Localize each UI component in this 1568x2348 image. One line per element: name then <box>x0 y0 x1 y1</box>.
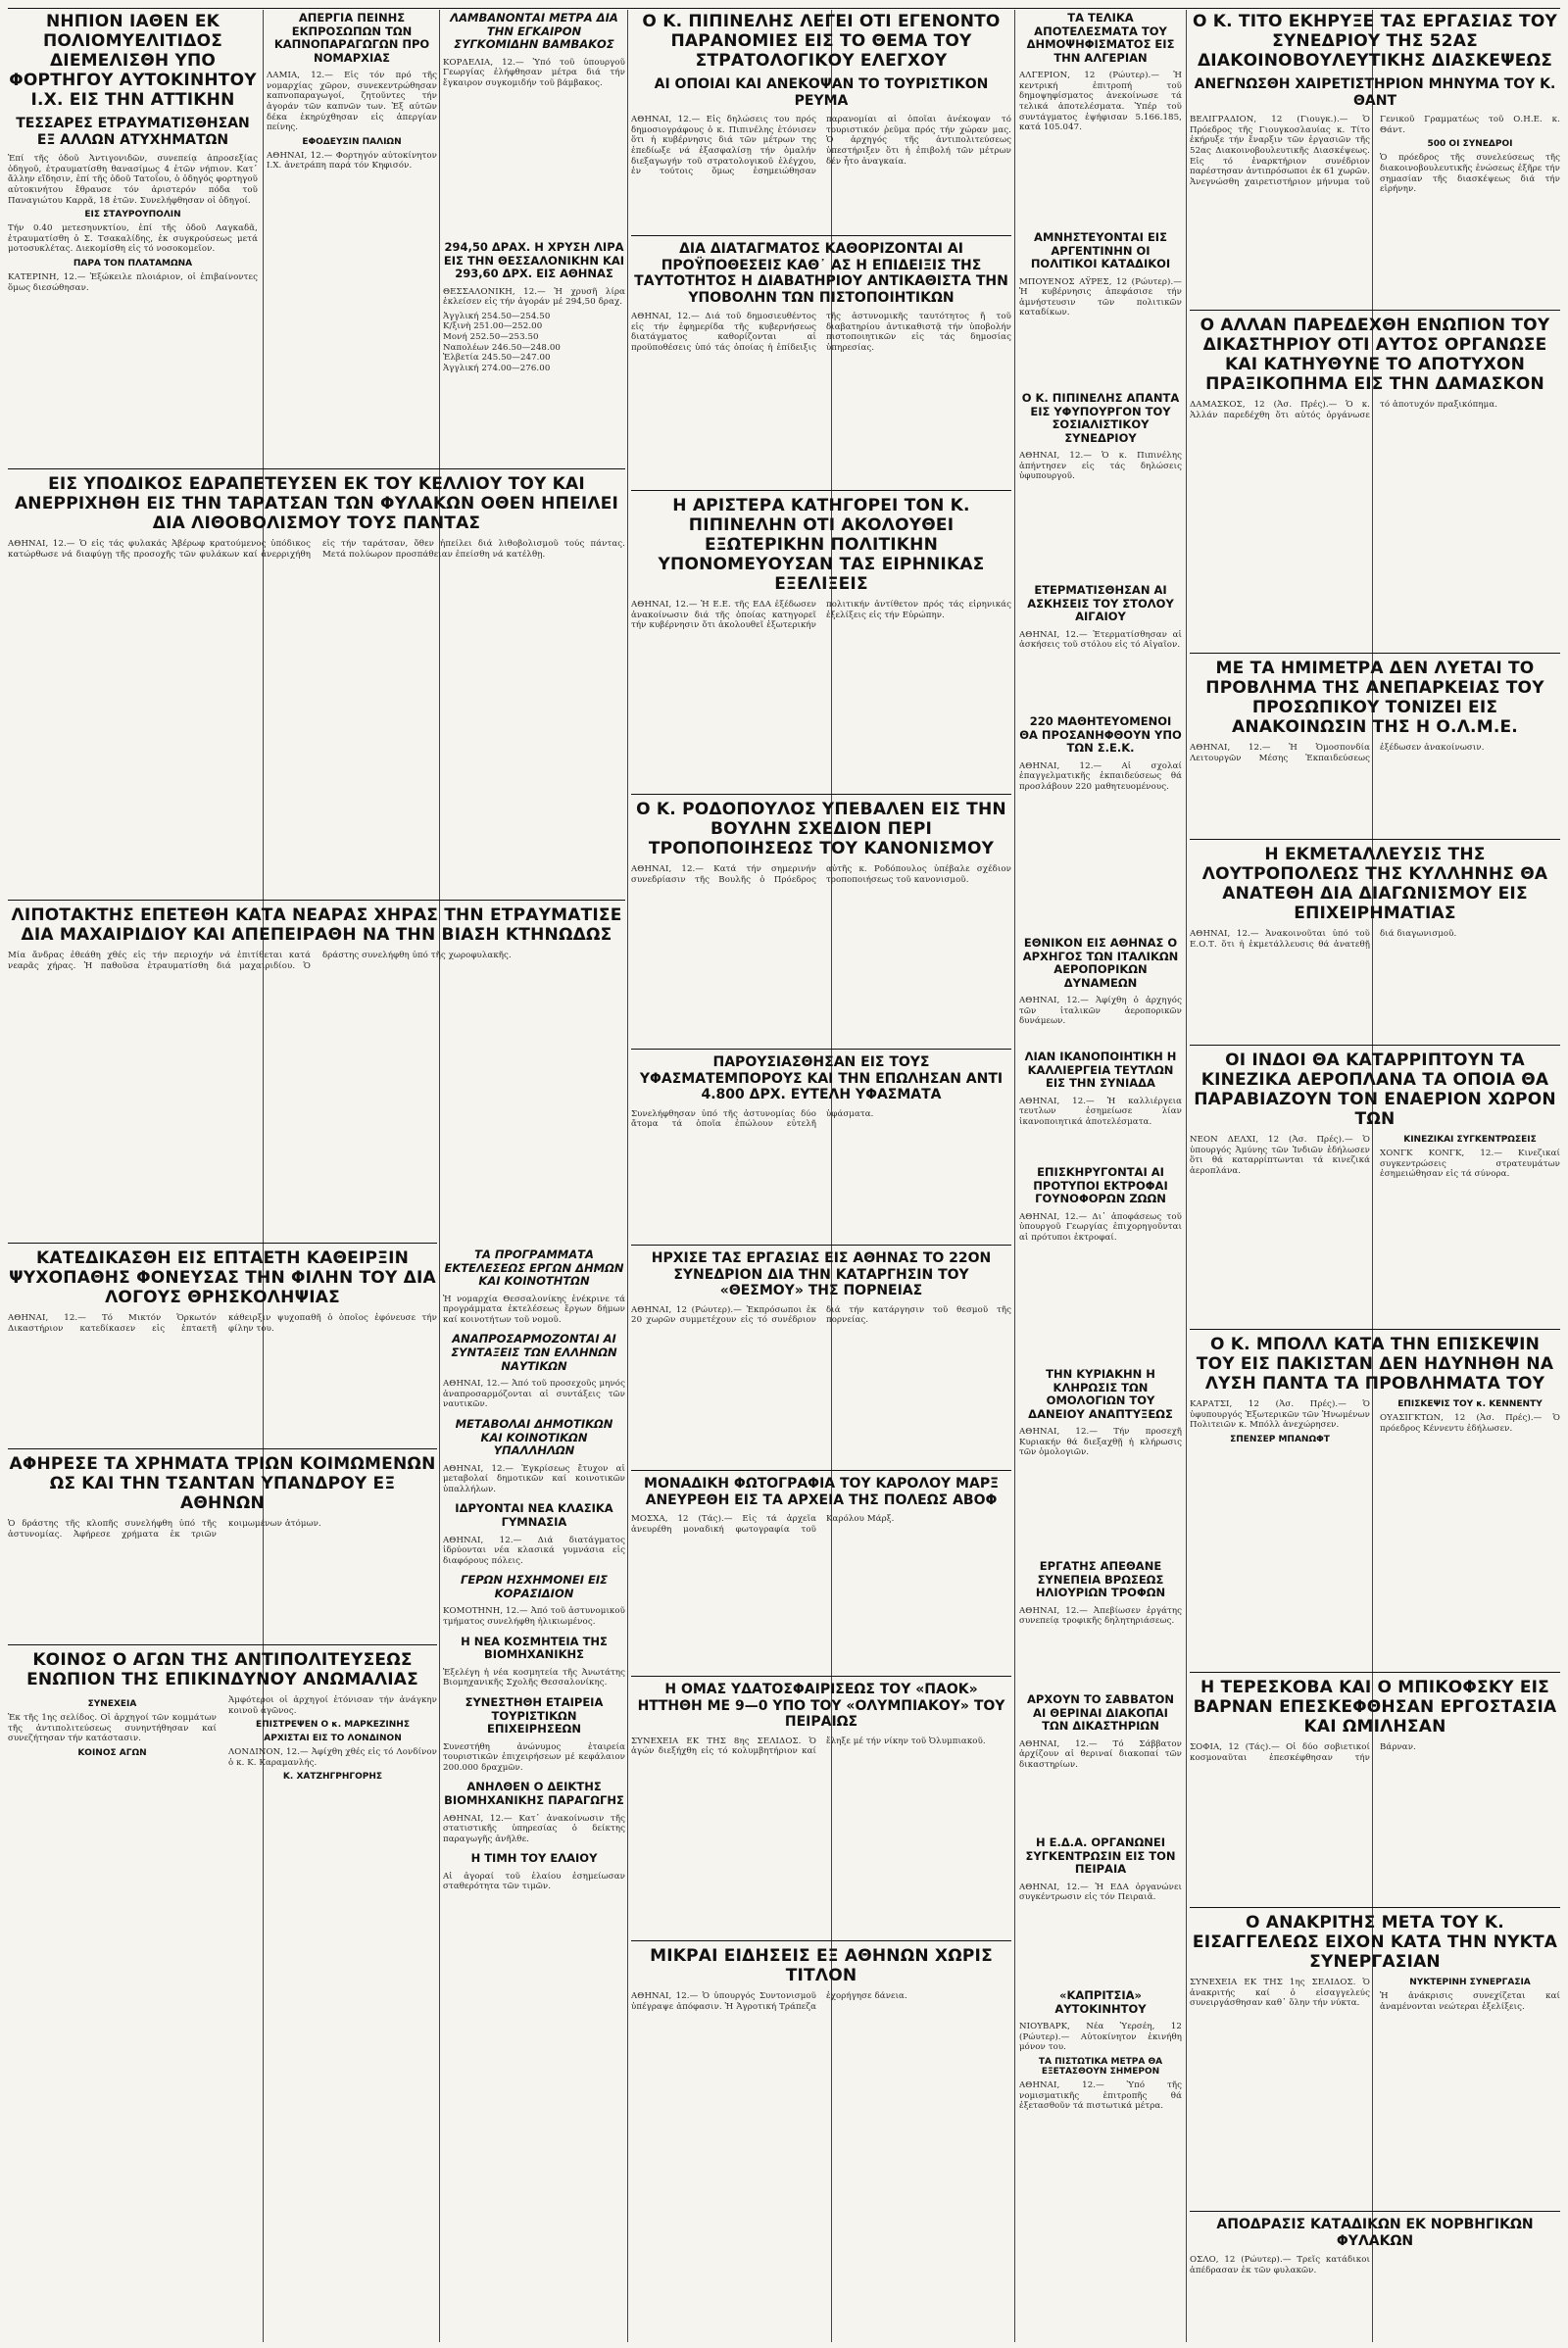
article <box>1019 1368 1182 1554</box>
headline: Ο Κ. ΜΠΟΛΛ ΚΑΤΑ ΤΗΝ ΕΠΙΣΚΕΨΙΝ ΤΟΥ ΕΙΣ ΠΑΚΙΣΤΑΝ ΔΕΝ ΗΔΥΝΗΘΗ ΝΑ ΛΥΣΗ ΠΑΝΤΑ ΤΑ ΠΡΟΒΛΗΜΑΤΑ ΤΟΥ <box>1196 1335 1554 1394</box>
headline: ΕΙΣ ΥΠΟΔΙΚΟΣ ΕΔΡΑΠΕΤΕΥΣΕΝ ΕΚ ΤΟΥ ΚΕΛΛΙΟΥ ΤΟΥ ΚΑΙ ΑΝΕΡΡΙΧΗΘΗ ΕΙΣ ΤΗΝ ΤΑΡΑΤΣΑΝ ΤΩΝ ΦΥΛΑΚΩΝ ΟΘΕΝ ΗΠΕΙΛΕΙ ΔΙΑ ΛΙΘΟΒΟΛΙΣΜΟΥ ΤΟΥΣ ΠΑΝΤΑΣ <box>14 474 619 534</box>
headline: Η ΕΚΜΕΤΑΛΛΕΥΣΙΣ ΤΗΣ ΛΟΥΤΡΟΠΟΛΕΩΣ ΤΗΣ ΚΥΛΛΗΝΗΣ ΘΑ ΑΝΑΤΕΘΗ ΔΙΑ ΔΙΑΓΩΝΙΣΜΟΥ ΕΙΣ ΕΠΙΧΕΙΡΗΜΑΤΙΑΣ <box>1201 845 1548 924</box>
article <box>631 1250 1011 1466</box>
article-body: ΑΘΗΝΑΙ, 12.— Ἡ Ὁμοσπονδία Λειτουργῶν Μέσης Ἐκπαιδεύσεως ἐξέδωσεν ἀνακοίνωσιν. <box>1190 743 1485 763</box>
divider <box>631 490 1011 491</box>
article <box>267 12 437 463</box>
headline: ΛΑΜΒΑΝΟΝΤΑΙ ΜΕΤΡΑ ΔΙΑ ΤΗΝ ΕΓΚΑΙΡΟΝ ΣΥΓΚΟΜΙΔΗΝ ΒΑΜΒΑΚΟΣ <box>450 12 618 52</box>
article <box>631 1054 1011 1241</box>
headline: Η ΟΜΑΣ ΥΔΑΤΟΣΦΑΙΡΙΣΕΩΣ ΤΟΥ «ΠΑΟΚ» ΗΤΤΗΘΗ ΜΕ 9—0 ΥΠΟ ΤΟΥ «ΟΛΥΜΠΙΑΚΟΥ» ΤΟΥ ΠΕΙΡΑΙΩΣ <box>637 1682 1005 1731</box>
rate-label: Κ/ξινὴ <box>443 321 471 332</box>
article <box>443 12 625 237</box>
article-body: ΝΙΟΥΒΑΡΚ, Νέα Ὑερσέη, 12 (Ρώυτερ).— Αὐτοκίνητον ἐκινήθη μόνον του. <box>1019 2022 1182 2053</box>
article-body: ΑΘΗΝΑΙ, 12 (Ρώυτερ).— Ἐκπρόσωποι ἐκ 20 χωρῶν συμμετέχουν εἰς τό συνέδριον διά τήν κατάργησιν τοῦ θεσμοῦ τῆς πορνείας. <box>631 1304 1011 1326</box>
headline: ΓΕΡΩΝ ΗΣΧΗΜΟΝΕΙ ΕΙΣ ΚΟΡΑΣΙΔΙΟΝ <box>461 1573 608 1600</box>
rate-row <box>443 343 625 354</box>
headline: ΤΗΝ ΚΥΡΙΑΚΗΝ Η ΚΛΗΡΩΣΙΣ ΤΩΝ ΟΜΟΛΟΓΙΩΝ ΤΟΥ ΔΑΝΕΙΟΥ ΑΝΑΠΤΥΞΕΩΣ <box>1028 1368 1173 1421</box>
headline: ΟΙ ΙΝΔΟΙ ΘΑ ΚΑΤΑΡΡΙΠΤΟΥΝ ΤΑ ΚΙΝΕΖΙΚΑ ΑΕΡΟΠΛΑΝΑ ΤΑ ΟΠΟΙΑ ΘΑ ΠΑΡΑΒΙΑΖΟΥΝ ΤΟΝ ΕΝΑΕΡΙΟΝ ΧΩΡΟΝ ΤΩΝ <box>1194 1051 1556 1130</box>
article <box>631 496 1011 790</box>
divider <box>1190 1045 1560 1046</box>
article <box>631 12 1011 232</box>
article <box>1190 12 1560 306</box>
headline: ΚΟΙΝΟΣ Ο ΑΓΩΝ ΤΗΣ ΑΝΤΙΠΟΛΙΤΕΥΣΕΩΣ ΕΝΩΠΙΟΝ ΤΗΣ ΕΠΙΚΙΝΔΥΝΟΥ ΑΝΩΜΑΛΙΑΣ <box>26 1650 418 1690</box>
divider <box>8 900 625 901</box>
headline: «ΚΑΠΡΙΤΣΙΑ» ΑΥΤΟΚΙΝΗΤΟΥ <box>1054 1989 1147 2016</box>
headline: ΤΑ ΠΡΟΓΡΑΜΜΑΤΑ ΕΚΤΕΛΕΣΕΩΣ ΕΡΓΩΝ ΔΗΜΩΝ ΚΑΙ ΚΟΙΝΟΤΗΤΩΝ <box>444 1248 624 1289</box>
article-body: Ὁ δράστης τῆς κλοπῆς συνελήφθη ὑπό τῆς ἀστυνομίας. Ἀφήρεσε χρήματα ἐκ τριῶν κοιμωμένων ἀτόμων. <box>8 1519 321 1540</box>
article <box>8 474 625 896</box>
article-body: ΑΘΗΝΑΙ, 12.— Ἐτερματίσθησαν αἱ ἀσκήσεις τοῦ στόλου εἰς τό Αἰγαῖον. <box>1019 629 1182 651</box>
article <box>8 1248 437 1444</box>
rate-value: 252.50—253.50 <box>469 332 539 343</box>
rate-row <box>443 321 625 332</box>
article-body: ΑΘΗΝΑΙ, 12.— Ἀπό τοῦ προσεχοῦς μηνός ἀναπροσαρμόζονται αἱ συντάξεις τῶν ναυτικῶν. <box>443 1379 625 1410</box>
article-body: ΑΘΗΝΑΙ, 12.— Εἰς δηλώσεις του πρός δημοσιογράφους ὁ κ. Πιπινέλης ἐτόνισεν ὅτι ἡ κυβέρνησις διά τῶν μέτρων της ἐπεδίωξε νά ἐξασφαλίσῃ τήν ὁμαλήν διεξαγωγήν τοῦ στρατολογικοῦ ἐλέγχου, ἐν τούτοις ὅμως ἐσημειώθησαν παρανομίαι αἱ ὁποῖαι ἀνέκοψαν τό τουριστικόν ῥεῦμα πρός τήν χώραν μας. Ὁ ἀρχηγός τῆς ἀντιπολιτεύσεως ὑπεστήριξεν ὅτι ἡ ἐπιβολή τῶν μέτρων δέν ἦτο ἀναγκαία. <box>631 115 1011 177</box>
article <box>1190 2217 1560 2338</box>
article-body: ΑΛΓΕΡΙΟΝ, 12 (Ρώυτερ).— Ἡ κεντρική ἐπιτροπή τοῦ δημοψηφίσματος ἀνεκοίνωσε τά τελικά ἀποτελέσματα. Ὑπέρ τοῦ συντάγματος ἐψήφισαν 5.166.185, κατά 105.047. <box>1019 71 1182 133</box>
article-body: ΛΑΜΙΑ, 12.— Εἰς τόν πρό τῆς νομαρχίας χῶρον, συνεκεντρώθησαν καπνοπαραγωγοί, ζητοῦντες τήν ἀγοράν τῶν καπνῶν των. Ἐξ αὐτῶν δέκα ἐκηρύχθησαν εἰς ἀπεργίαν πείνης. <box>267 71 437 133</box>
headline: ΜΕΤΑΒΟΛΑΙ ΔΗΜΟΤΙΚΩΝ ΚΑΙ ΚΟΙΝΟΤΙΚΩΝ ΥΠΑΛΛΗΛΩΝ <box>455 1416 613 1458</box>
article-body: ΣΥΝΕΧΕΙΑ ΕΚ ΤΗΣ 1ης ΣΕΛΙΔΟΣ. Ὁ ἀνακριτής καί ὁ εἰσαγγελεύς συνειργάσθησαν καθ᾿ ὅλην τήν νύκτα. <box>1190 1978 1370 2009</box>
column-rule <box>1186 10 1187 2342</box>
article <box>1190 845 1560 1041</box>
headline: ΣΥΝΕΣΤΗΘΗ ΕΤΑΙΡΕΙΑ ΤΟΥΡΙΣΤΙΚΩΝ ΕΠΙΧΕΙΡΗΣΕΩΝ <box>465 1694 604 1737</box>
rate-value: 246.50—248.00 <box>491 342 561 353</box>
article-body: ΑΘΗΝΑΙ, 12.— Ὁ ὑπουργός Συντονισμοῦ ὑπέγραψε ἀπόφασιν. Ἡ Ἀγροτική Τράπεζα ἐχορήγησε δάνεια. <box>631 1991 907 2012</box>
section-heading: ΕΠΙΣΤΡΕΨΕΝ Ο κ. ΜΑΡΚΕΖΙΝΗΣ <box>256 1720 410 1731</box>
article <box>1190 1051 1560 1325</box>
headline: ΙΔΡΥΟΝΤΑΙ ΝΕΑ ΚΛΑΣΙΚΑ ΓΥΜΝΑΣΙΑ <box>455 1501 613 1529</box>
article <box>1019 392 1182 578</box>
rate-row <box>443 364 625 374</box>
headline: ΕΘΝΙΚΟΝ ΕΙΣ ΑΘΗΝΑΣ Ο ΑΡΧΗΓΟΣ ΤΩΝ ΙΤΑΛΙΚΩΝ ΑΕΡΟΠΟΡΙΚΩΝ ΔΥΝΑΜΕΩΝ <box>1022 937 1179 990</box>
article-body: ΔΑΜΑΣΚΟΣ, 12 (Ἀσ. Πρές).— Ὁ κ. Ἀλλάν παρεδέχθη ὅτι αὐτός ὀργάνωσε τό ἀποτυχόν πραξικόπημα. <box>1190 400 1498 420</box>
section-heading: ΕΦΟΔΕΥΣΙΝ ΠΑΛΙΩΝ <box>302 136 402 147</box>
rate-label: Ἀγγλική <box>443 363 479 373</box>
divider <box>631 1245 1011 1246</box>
subheadline: ΤΕΣΣΑΡΕΣ ΕΤΡΑΥΜΑΤΙΣΘΗΣΑΝ ΕΞ ΑΛΛΩΝ ΑΤΥΧΗΜΑΤΩΝ <box>16 116 250 148</box>
signature: ΣΠΕΝΣΕΡ ΜΠΑΝΩΦΤ <box>1230 1434 1330 1444</box>
article-body: ΑΘΗΝΑΙ, 12.— Δι᾿ ἀποφάσεως τοῦ ὑπουργοῦ Γεωργίας ἐπιχορηγοῦνται αἱ πρότυποι ἐκτροφαί. <box>1019 1211 1182 1243</box>
article <box>8 1454 437 1640</box>
article-body: ΟΣΛΟ, 12 (Ρώυτερ).— Τρεῖς κατάδικοι ἀπέδρασαν ἐκ τῶν φυλακῶν. <box>1190 2255 1370 2275</box>
divider <box>631 1940 1011 1941</box>
section-heading: ΠΑΡΑ ΤΟΝ ΠΛΑΤΑΜΩΝΑ <box>73 259 193 269</box>
section-heading: ΕΙΣ ΣΤΑΥΡΟΥΠΟΛΙΝ <box>84 210 181 220</box>
divider <box>8 468 625 469</box>
divider <box>8 1243 437 1244</box>
headline: ΑΝΗΛΘΕΝ Ο ΔΕΙΚΤΗΣ ΒΙΟΜΗΧΑΝΙΚΗΣ ΠΑΡΑΓΩΓΗΣ <box>444 1780 624 1807</box>
article-body: ΝΕΟΝ ΔΕΛΧΙ, 12 (Ἀσ. Πρές).— Ὁ ὑπουργός Ἀμύνης τῶν Ἰνδιῶν ἐδήλωσεν ὅτι θά καταρρίπτωνται τά κινεζικά ἀεροπλάνα. <box>1190 1135 1370 1176</box>
rate-row <box>443 312 625 322</box>
divider <box>631 235 1011 236</box>
section-heading: ΤΑ ΠΙΣΤΩΤΙΚΑ ΜΕΤΡΑ ΘΑ ΕΞΕΤΑΣΘΟΥΝ ΣΗΜΕΡΟΝ <box>1038 2056 1163 2077</box>
article-body: ΛΟΝΔΙΝΟΝ, 12.— Ἀφίχθη χθές εἰς τό Λονδίνον ὁ κ. Κ. Καραμανλής. <box>228 1747 437 1768</box>
headline: ΑΝΑΠΡΟΣΑΡΜΟΖΟΝΤΑΙ ΑΙ ΣΥΝΤΑΞΕΙΣ ΤΩΝ ΕΛΛΗΝΩΝ ΝΑΥΤΙΚΩΝ <box>451 1332 617 1373</box>
article-body: ΑΘΗΝΑΙ, 12.— Ἀφίχθη ὁ ἀρχηγός τῶν ἰταλικῶν ἀεροπορικῶν δυνάμεων. <box>1019 996 1182 1027</box>
headline: ΠΑΡΟΥΣΙΑΣΘΗΣΑΝ ΕΙΣ ΤΟΥΣ ΥΦΑΣΜΑΤΕΜΠΟΡΟΥΣ ΚΑΙ ΤΗΝ ΕΠΩΛΗΣΑΝ ΑΝΤΙ 4.800 ΔΡΧ. ΕΥΤΕΛΗ ΥΦΑΣΜΑΤΑ <box>639 1054 1004 1103</box>
article-body: ΟΥΑΣΙΓΚΤΩΝ, 12 (Ἀσ. Πρές).— Ὁ πρόεδρος Κέννεντυ ἐδήλωσεν. <box>1380 1413 1560 1434</box>
article-body: ΑΘΗΝΑΙ, 12.— Ὑπό τῆς νομισματικῆς ἐπιτροπῆς θά ἐξετασθοῦν τά πιστωτικά μέτρα. <box>1019 2079 1182 2112</box>
article <box>1019 1051 1182 1158</box>
signature: Κ. ΧΑΤΖΗΓΡΗΓΟΡΗΣ <box>282 1772 383 1783</box>
article-body: ΑΘΗΝΑΙ, 12.— Αἱ σχολαί ἐπαγγελματικῆς ἐκπαιδεύσεως θά προσλάβουν 220 μαθητευομένους. <box>1019 760 1182 792</box>
headline: Η ΤΕΡΕΣΚΟΒΑ ΚΑΙ Ο ΜΠΙΚΟΦΣΚΥ ΕΙΣ ΒΑΡΝΑΝ ΕΠΕΣΚΕΦΘΗΣΑΝ ΕΡΓΟΣΤΑΣΙΑ ΚΑΙ ΩΜΙΛΗΣΑΝ <box>1193 1678 1557 1737</box>
article <box>1190 1678 1560 1903</box>
rate-label: Ναπολέων <box>443 342 490 353</box>
headline: Η ΑΡΙΣΤΕΡΑ ΚΑΤΗΓΟΡΕΙ ΤΟΝ Κ. ΠΙΠΙΝΕΛΗΝ ΟΤΙ ΑΚΟΛΟΥΘΕΙ ΕΞΩΤΕΡΙΚΗΝ ΠΟΛΙΤΙΚΗΝ ΥΠΟΝΟΜΕΥΟΥΣΑΝ ΤΑΣ ΕΙΡΗΝΙΚΑΣ ΕΞΕΛΙΞΕΙΣ <box>658 496 985 595</box>
article <box>1190 316 1560 649</box>
headline: ΜΙΚΡΑΙ ΕΙΔΗΣΕΙΣ ΕΞ ΑΘΗΝΩΝ ΧΩΡΙΣ ΤΙΤΛΟΝ <box>650 1946 993 1986</box>
article <box>1019 584 1182 711</box>
article-body: ΑΘΗΝΑΙ, 12.— Ἐγκρίσεως ἔτυχον αἱ μεταβολαί δημοτικῶν καί κοινοτικῶν ὑπαλλήλων. <box>443 1463 625 1494</box>
article <box>8 12 258 463</box>
section-heading: ΚΙΝΕΖΙΚΑΙ ΣΥΓΚΕΝΤΡΩΣΕΙΣ <box>1403 1135 1537 1146</box>
headline: Η Ε.Δ.Α. ΟΡΓΑΝΩΝΕΙ ΣΥΓΚΕΝΤΡΩΣΙΝ ΕΙΣ ΤΟΝ ΠΕΙΡΑΙΑ <box>1025 1836 1176 1877</box>
headline: ΜΕ ΤΑ ΗΜΙΜΕΤΡΑ ΔΕΝ ΛΥΕΤΑΙ ΤΟ ΠΡΟΒΛΗΜΑ ΤΗΣ ΑΝΕΠΑΡΚΕΙΑΣ ΤΟΥ ΠΡΟΣΩΠΙΚΟΥ ΤΟΝΙΖΕΙ ΕΙΣ ΑΝΑΚΟΙΝΩΣΙΝ ΤΗΣ Η Ο.Λ.Μ.Ε. <box>1205 659 1544 738</box>
article-body: Ἐξελέγη ἡ νέα κοσμητεία τῆς Ἀνωτάτης Βιομηχανικῆς Σχολῆς Θεσσαλονίκης. <box>443 1667 625 1688</box>
subheadline: ΑΝΕΓΝΩΣΘΗ ΧΑΙΡΕΤΙΣΤΗΡΙΟΝ ΜΗΝΥΜΑ ΤΟΥ Κ. ΘΑΝΤ <box>1194 76 1556 109</box>
headline: ΑΠΕΡΓΙΑ ΠΕΙΝΗΣ ΕΚΠΡΟΣΩΠΩΝ ΤΩΝ ΚΑΠΝΟΠΑΡΑΓΩΓΩΝ ΠΡΟ ΝΟΜΑΡΧΙΑΣ <box>273 12 430 65</box>
article-body: Ἀμφότεροι οἱ ἀρχηγοί ἐτόνισαν τήν ἀνάγκην κοινοῦ ἀγῶνος. <box>228 1695 437 1716</box>
headline: ΑΠΟΔΡΑΣΙΣ ΚΑΤΑΔΙΚΩΝ ΕΚ ΝΟΡΒΗΓΙΚΩΝ ΦΥΛΑΚΩΝ <box>1216 2217 1534 2249</box>
divider <box>1190 310 1560 311</box>
headline: ΑΜΝΗΣΤΕΥΟΝΤΑΙ ΕΙΣ ΑΡΓΕΝΤΙΝΗΝ ΟΙ ΠΟΛΙΤΙΚΟΙ ΚΑΤΑΔΙΚΟΙ <box>1030 231 1171 271</box>
headline: ΗΡΧΙΣΕ ΤΑΣ ΕΡΓΑΣΙΑΣ ΕΙΣ ΑΘΗΝΑΣ ΤΟ 22ΟΝ ΣΥΝΕΔΡΙΟΝ ΔΙΑ ΤΗΝ ΚΑΤΑΡΓΗΣΙΝ ΤΟΥ «ΘΕΣΜΟΥ» ΤΗΣ ΠΟΡΝΕΙΑΣ <box>651 1250 992 1299</box>
headline: ΝΗΠΙΟΝ ΙΑΘΕΝ ΕΚ ΠΟΛΙΟΜΥΕΛΙΤΙΔΟΣ ΔΙΕΜΕΛΙΣΘΗ ΥΠΟ ΦΟΡΤΗΓΟΥ ΑΥΤΟΚΙΝΗΤΟΥ Ι.Χ. ΕΙΣ ΤΗΝ ΑΤΤΙΚΗΝ <box>9 12 257 111</box>
divider <box>1190 1672 1560 1673</box>
rate-value: 274.00—276.00 <box>481 363 551 373</box>
divider <box>8 1644 437 1645</box>
article <box>1019 715 1182 931</box>
rate-row <box>443 353 625 364</box>
article <box>1190 1913 1560 2207</box>
article <box>443 241 625 465</box>
article <box>631 1476 1011 1672</box>
rate-label: Ἑλβετία <box>443 353 479 364</box>
rate-label: Ἀγγλική <box>443 311 479 321</box>
article-body: ΑΘΗΝΑΙ, 12.— Τό Μικτόν Ὁρκωτόν Δικαστήριον κατεδίκασεν εἰς ἑπταετῆ κάθειρξιν ψυχοπαθῆ ὁ ὁποῖος ἐφόνευσε τήν φίλην του. <box>8 1313 437 1334</box>
top-rule <box>8 8 1560 9</box>
section-heading: ΝΥΚΤΕΡΙΝΗ ΣΥΝΕΡΓΑΣΙΑ <box>1409 1978 1531 1988</box>
article-body: ΑΘΗΝΑΙ, 12.— Ὁ εἰς τάς φυλακάς Ἀβέρωφ κρατούμενος ὑπόδικος κατώρθωσε νά διαφύγῃ τῆς προσοχῆς τῶν φυλάκων καί ἀνερριχήθη εἰς τήν ταράτσαν, ὅθεν ἠπείλει διά λιθοβολισμοῦ τούς πάντας. Μετά πολύωρον προσπάθειαν ἐπείσθη νά κατέλθῃ. <box>8 539 625 560</box>
divider <box>631 1470 1011 1471</box>
rate-label: Μονή <box>443 332 467 343</box>
divider <box>631 1676 1011 1677</box>
article-body: Συνεστήθη ἀνώνυμος ἑταιρεία τουριστικῶν ἐπιχειρήσεων μέ κεφάλαιον 200.000 δραχμῶν. <box>443 1741 625 1773</box>
articles-stack <box>443 1248 625 2336</box>
headline: ΑΡΧΟΥΝ ΤΟ ΣΑΒΒΑΤΟΝ ΑΙ ΘΕΡΙΝΑΙ ΔΙΑΚΟΠΑΙ ΤΩΝ ΔΙΚΑΣΤΗΡΙΩΝ <box>1027 1693 1174 1734</box>
headline: Ο Κ. ΠΙΠΙΝΕΛΗΣ ΛΕΓΕΙ ΟΤΙ ΕΓΕΝΟΝΤΟ ΠΑΡΑΝΟΜΙΕΣ ΕΙΣ ΤΟ ΘΕΜΑ ΤΟΥ ΣΤΡΑΤΟΛΟΓΙΚΟΥ ΕΛΕΓΧΟΥ <box>642 12 1001 72</box>
article-body: Ὁ πρόεδρος τῆς συνελεύσεως τῆς διακοινοβουλευτικῆς ἐνώσεως ἐξῆρε τήν σημασίαν τῆς διασκέψεως διά τήν εἰρήνην. <box>1380 153 1560 195</box>
article <box>1019 1989 1182 2338</box>
article-body: ΑΘΗΝΑΙ, 12.— Ἡ Ε.Ε. τῆς ΕΔΑ ἐξέδωσεν ἀνακοίνωσιν διά τῆς ὁποίας κατηγορεῖ τήν κυβέρνησιν ὅτι ἀκολουθεῖ ἐξωτερικήν πολιτικήν ἀντίθετον πρός τάς εἰρηνικάς ἐξελίξεις εἰς τήν Εὐρώπην. <box>631 600 1011 631</box>
article-body: ΑΘΗΝΑΙ, 12.— Κατά τήν σημερινήν συνεδρίασιν τῆς Βουλῆς ὁ Πρόεδρος αὐτῆς κ. Ροδόπουλος ὑπέβαλε σχέδιον τροποποιήσεως τοῦ κανονισμοῦ. <box>631 864 1011 885</box>
article-body: Ἐκ τῆς 1ης σελίδος. Οἱ ἀρχηγοί τῶν κομμάτων τῆς ἀντιπολιτεύσεως συνηντήθησαν καί συνεζήτησαν τήν κατάστασιν. <box>8 1713 217 1744</box>
headline: ΤΑ ΤΕΛΙΚΑ ΑΠΟΤΕΛΕΣΜΑΤΑ ΤΟΥ ΔΗΜΟΨΗΦΙΣΜΑΤΟΣ ΕΙΣ ΤΗΝ ΑΛΓΕΡΙΑΝ <box>1026 12 1175 65</box>
headline: ΛΙΑΝ ΙΚΑΝΟΠΟΙΗΤΙΚΗ Η ΚΑΛΛΙΕΡΓΕΙΑ ΤΕΥΤΛΩΝ ΕΙΣ ΤΗΝ ΣΥΝΙΑΔΑ <box>1024 1051 1177 1091</box>
headline: Ο Κ. ΠΙΠΙΝΕΛΗΣ ΑΠΑΝΤΑ ΕΙΣ ΥΦΥΠΟΥΡΓΟΝ ΤΟΥ ΣΟΣΙΑΛΙΣΤΙΚΟΥ ΣΥΝΕΔΡΙΟΥ <box>1021 392 1180 445</box>
headline: Ο ΑΝΑΚΡΙΤΗΣ ΜΕΤΑ ΤΟΥ Κ. ΕΙΣΑΓΓΕΛΕΩΣ ΕΙΧΟΝ ΚΑΤΑ ΤΗΝ ΝΥΚΤΑ ΣΥΝΕΡΓΑΣΙΑΝ <box>1192 1913 1558 1973</box>
article <box>1019 1166 1182 1362</box>
article-body: ΚΟΡΔΕΛΙΑ, 12.— Ὑπό τοῦ ὑπουργοῦ Γεωργίας ἐλήφθησαν μέτρα διά τήν ἔγκαιρον συγκομιδήν τοῦ βάμβακος. <box>443 57 625 88</box>
article-body: ΚΑΤΕΡΙΝΗ, 12.— Ἐξώκειλε πλοιάριον, οἱ ἐπιβαίνοντες ὅμως διεσώθησαν. <box>8 272 258 293</box>
rate-value: 254.50—254.50 <box>481 311 551 321</box>
column-rule <box>627 10 628 2342</box>
article-body: ΑΘΗΝΑΙ, 12.— Φορτηγόν αὐτοκίνητον Ι.Χ. ἀνετράπη παρά τόν Κηφισόν. <box>267 150 437 171</box>
divider <box>631 1049 1011 1050</box>
headline: 294,50 ΔΡΑΧ. Η ΧΡΥΣΗ ΛΙΡΑ ΕΙΣ ΤΗΝ ΘΕΣΣΑΛΟΝΙΚΗΝ ΚΑΙ 293,60 ΔΡΧ. ΕΙΣ ΑΘΗΝΑΣ <box>443 241 625 281</box>
article <box>1190 1335 1560 1668</box>
article-body: Τήν 0.40 μετεσηυνκτίου, ἐπί τῆς ὁδοῦ Λαγκαδᾶ, ἐτραυματίσθη ὁ Σ. Τσακαλίδης, ἐκ συγκρούσεως μετά μοτοσυκλέτας. Διεκομίσθη εἰς τό νοσοκομεῖον. <box>8 223 258 255</box>
subheadline: ΑΙ ΟΠΟΙΑΙ ΚΑΙ ΑΝΕΚΟΨΑΝ ΤΟ ΤΟΥΡΙΣΤΙΚΟΝ ΡΕΥΜΑ <box>654 76 989 109</box>
article-body: ΑΘΗΝΑΙ, 12.— Ἡ καλλιέργεια τευτλων ἐσημείωσε λίαν ἱκανοποιητικά ἀποτελέσματα. <box>1019 1096 1182 1127</box>
rates-table <box>443 312 625 374</box>
divider <box>8 1448 437 1449</box>
divider <box>1190 839 1560 840</box>
section-heading: 500 ΟΙ ΣΥΝΕΔΡΟΙ <box>1427 139 1513 150</box>
article <box>631 241 1011 486</box>
section-heading: ΕΠΙΣΚΕΨΙΣ ΤΟΥ κ. ΚΕΝΝΕΝΤΥ <box>1397 1399 1543 1410</box>
article <box>631 1946 1011 2338</box>
article-body: ΣΥΝΕΧΕΙΑ ΕΚ ΤΗΣ 8ης ΣΕΛΙΔΟΣ. Ὁ ἀγών διεξήχθη εἰς τό κολυμβητήριον καί ἔληξε μέ τήν νίκην τοῦ Ὀλυμπιακοῦ. <box>631 1736 986 1757</box>
section-heading: ΚΟΙΝΟΣ ΑΓΩΝ <box>77 1747 147 1758</box>
article <box>1190 659 1560 835</box>
article <box>1019 1836 1182 1983</box>
section-heading: ΑΡΧΙΣΤΑΙ ΕΙΣ ΤΟ ΛΟΝΔΙΝΟΝ <box>264 1734 402 1744</box>
divider <box>1190 653 1560 654</box>
article-body: ΑΘΗΝΑΙ, 12.— Ἀπεβίωσεν ἐργάτης συνεπείᾳ τροφικῆς δηλητηριάσεως. <box>1019 1605 1182 1627</box>
headline: ΔΙΑ ΔΙΑΤΑΓΜΑΤΟΣ ΚΑΘΟΡΙΖΟΝΤΑΙ ΑΙ ΠΡΟΫΠΟΘΕΣΕΙΣ ΚΑΘ᾿ ΑΣ Η ΕΠΙΔΕΙΞΙΣ ΤΗΣ ΤΑΥΤΟΤΗΤΟΣ Η ΔΙΑΒΑΤΗΡΙΟΥ ΑΝΤΙΚΑΘΙΣΤΑ ΤΗΝ ΥΠΟΒΟΛΗΝ ΤΩΝ ΠΙΣΤΟΠΟΙΗΤΙΚΩΝ <box>634 241 1008 306</box>
article <box>631 1682 1011 1936</box>
headline: ΕΡΓΑΤΗΣ ΑΠΕΘΑΝΕ ΣΥΝΕΠΕΙΑ ΒΡΩΣΕΩΣ ΗΛΙΟΥΡΙΩΝ ΤΡΟΦΩΝ <box>1035 1560 1166 1600</box>
article <box>631 800 1011 1045</box>
article <box>1019 937 1182 1045</box>
article <box>1019 12 1182 227</box>
article-body: ΑΘΗΝΑΙ, 12.— Τήν προσεχῆ Κυριακήν θά διεξαχθῇ ἡ κλήρωσις τῶν ὁμολογιῶν. <box>1019 1427 1182 1458</box>
headline: ΚΑΤΕΔΙΚΑΣΘΗ ΕΙΣ ΕΠΤΑΕΤΗ ΚΑΘΕΙΡΞΙΝ ΨΥΧΟΠΑΘΗΣ ΦΟΝΕΥΣΑΣ ΤΗΝ ΦΙΛΗΝ ΤΟΥ ΔΙΑ ΛΟΓΟΥΣ ΘΡΗΣΚΟΛΗΨΙΑΣ <box>9 1248 436 1308</box>
article <box>8 1650 437 2336</box>
divider <box>1190 1329 1560 1330</box>
article-body: ΑΘΗΝΑΙ, 12.— Κατ᾿ ἀνακοίνωσιν τῆς στατιστικῆς ὑπηρεσίας ὁ δείκτης παραγωγῆς ἀνῆλθε. <box>443 1813 625 1844</box>
headline: ΕΤΕΡΜΑΤΙΣΘΗΣΑΝ ΑΙ ΑΣΚΗΣΕΙΣ ΤΟΥ ΣΤΟΛΟΥ ΑΙΓΑΙΟΥ <box>1027 584 1174 624</box>
article-body: ΒΕΛΙΓΡΑΔΙΟΝ, 12 (Γιουγκ.).— Ὁ Πρόεδρος τῆς Γιουγκοσλαυίας κ. Τίτο ἐκήρυξε τήν ἔναρξιν τῶν ἐργασιῶν τῆς 52ας Διακοινοβουλευτικῆς Διασκέψεως. Εἰς τό ἐναρκτήριον συνέδριον παρέστησαν ἀντιπρόσωποι ἐκ 61 χωρῶν. Ἀνεγνώσθη χαιρετιστήριον μήνυμα τοῦ Γενικοῦ Γραμματέως τοῦ Ο.Η.Ε. κ. Θάντ. <box>1190 115 1560 187</box>
headline: ΕΠΙΣΚΗΡΥΓΟΝΤΑΙ ΑΙ ΠΡΟΤΥΠΟΙ ΕΚΤΡΟΦΑΙ ΓΟΥΝΟΦΟΡΩΝ ΖΩΩΝ <box>1033 1166 1168 1206</box>
article-body: Μία ἄνδρας ἐθεάθη χθές εἰς τήν περιοχήν νά ἐπιτίθεται κατά νεαρᾶς χήρας. Ἡ παθοῦσα ἐτραυματίσθη διά μαχαιριδίου. Ὁ δράστης συνελήφθη ὑπό τῆς χωροφυλακῆς. <box>8 951 512 971</box>
article-body: ΚΟΜΟΤΗΝΗ, 12.— Ἀπό τοῦ ἀστυνομικοῦ τμήματος συνελήφθη ἡλικιωμένος. <box>443 1606 625 1628</box>
headline: Η ΤΙΜΗ ΤΟΥ ΕΛΑΙΟΥ <box>470 1851 598 1866</box>
headline: Ο Κ. ΤΙΤΟ ΕΚΗΡΥΞΕ ΤΑΣ ΕΡΓΑΣΙΑΣ ΤΟΥ ΣΥΝΕΔΡΙΟΥ ΤΗΣ 52ΑΣ ΔΙΑΚΟΙΝΟΒΟΥΛΕΥΤΙΚΗΣ ΔΙΑΣΚΕΨΕΩΣ <box>1193 12 1557 72</box>
headline: Ο ΑΛΛΑΝ ΠΑΡΕΔΕΧΘΗ ΕΝΩΠΙΟΝ ΤΟΥ ΔΙΚΑΣΤΗΡΙΟΥ ΟΤΙ ΑΥΤΟΣ ΟΡΓΑΝΩΣΕ ΚΑΙ ΚΑΤΗΥΘΥΝΕ ΤΟ ΑΠΟΤΥΧΟΝ ΠΡΑΞΙΚΟΠΗΜΑ ΕΙΣ ΤΗΝ ΔΑΜΑΣΚΟΝ <box>1200 316 1550 395</box>
article-body: Συνελήφθησαν ὑπό τῆς ἀστυνομίας δύο ἄτομα τά ὁποῖα ἐπώλουν εὐτελῆ ὑφάσματα. <box>631 1108 874 1130</box>
rate-value: 245.50—247.00 <box>481 353 551 364</box>
article-body: ΚΑΡΑΤΣΙ, 12 (Ἀσ. Πρές).— Ὁ ὑφυπουργός Ἐξωτερικῶν τῶν Ἡνωμένων Πολιτειῶν κ. Μπόλλ ἀνεχώρησεν. <box>1190 1399 1370 1431</box>
divider <box>1190 2211 1560 2212</box>
headline: ΛΙΠΟΤΑΚΤΗΣ ΕΠΕΤΕΘΗ ΚΑΤΑ ΝΕΑΡΑΣ ΧΗΡΑΣ ΤΗΝ ΕΤΡΑΥΜΑΤΙΣΕ ΔΙΑ ΜΑΧΑΙΡΙΔΙΟΥ ΚΑΙ ΑΠΕΠΕΙΡΑΘΗ ΝΑ ΤΗΝ ΒΙΑΣΗ ΚΤΗΝΩΔΩΣ <box>11 905 622 946</box>
section-heading: ΣΥΝΕΧΕΙΑ <box>87 1699 137 1710</box>
headline: 220 ΜΑΘΗΤΕΥΟΜΕΝΟΙ ΘΑ ΠΡΟΣΑΝΗΦΘΟΥΝ ΥΠΟ ΤΩΝ Σ.Ε.Κ. <box>1019 715 1182 756</box>
article-body: ΑΘΗΝΑΙ, 12.— Ἀνακοινοῦται ὑπό τοῦ Ε.Ο.Τ. ὅτι ἡ ἐκμετάλλευσις θά ἀνατεθῇ διά διαγωνισμοῦ. <box>1190 929 1457 950</box>
article <box>8 905 625 1239</box>
article-body: ΧΟΝΓΚ ΚΟΝΓΚ, 12.— Κινεζικαί συγκεντρώσεις στρατευμάτων ἐσημειώθησαν εἰς τά σύνορα. <box>1380 1149 1560 1180</box>
article-body: Ἡ ἀνάκρισις συνεχίζεται καί ἀναμένονται νεώτεραι ἐξελίξεις. <box>1380 1991 1560 2012</box>
article-body: ΣΟΦΙΑ, 12 (Τάς).— Οἱ δύο σοβιετικοί κοσμοναῦται ἐπεσκέφθησαν τήν Βάρναν. <box>1190 1742 1416 1763</box>
article-body: ΑΘΗΝΑΙ, 12.— Τό Σάββατον ἀρχίζουν αἱ θεριναί διακοπαί τῶν δικαστηρίων. <box>1019 1738 1182 1770</box>
divider <box>1190 1907 1560 1908</box>
article-body: ΘΕΣΣΑΛΟΝΙΚΗ, 12.— Ἡ χρυσῆ λίρα ἐκλείσεν εἰς τήν ἀγοράν μέ 294,50 δραχ. <box>443 286 625 308</box>
article <box>1019 231 1182 388</box>
article-body: ΜΟΣΧΑ, 12 (Τάς).— Εἰς τά ἀρχεῖα ἀνευρέθη μοναδική φωτογραφία τοῦ Καρόλου Μάρξ. <box>631 1514 895 1535</box>
headline: Ο Κ. ΡΟΔΟΠΟΥΛΟΣ ΥΠΕΒΑΛΕΝ ΕΙΣ ΤΗΝ ΒΟΥΛΗΝ ΣΧΕΔΙΟΝ ΠΕΡΙ ΤΡΟΠΟΠΟΙΗΣΕΩΣ ΤΟΥ ΚΑΝΟΝΙΣΜΟΥ <box>636 800 1006 859</box>
column-rule <box>1014 10 1015 2342</box>
article <box>1019 1560 1182 1688</box>
article-body: ΑΘΗΝΑΙ, 12.— Διά διατάγματος ἱδρύονται νέα κλασικά γυμνάσια εἰς διαφόρους πόλεις. <box>443 1535 625 1566</box>
article <box>1019 1693 1182 1831</box>
divider <box>631 794 1011 795</box>
article-body: ΑΘΗΝΑΙ, 12.— Διά τοῦ δημοσιευθέντος εἰς τήν ἐφημερίδα τῆς κυβερνήσεως διατάγματος καθορίζονται αἱ προϋποθέσεις ὑπό τάς ὁποίας ἡ ἐπίδειξις τῆς ἀστυνομικῆς ταυτότητος ἤ τοῦ διαβατηρίου ἀντικαθιστᾷ τήν ὑποβολήν πιστοποιητικῶν εἰς τάς δημοσίας ὑπηρεσίας. <box>631 312 1011 353</box>
headline: ΑΦΗΡΕΣΕ ΤΑ ΧΡΗΜΑΤΑ ΤΡΙΩΝ ΚΟΙΜΩΜΕΝΩΝ ΩΣ ΚΑΙ ΤΗΝ ΤΣΑΝΤΑΝ ΥΠΑΝΔΡΟΥ ΕΞ ΑΘΗΝΩΝ <box>9 1454 436 1514</box>
article-body: ΜΠΟΥΕΝΟΣ ΑΫΡΕΣ, 12 (Ρώυτερ).— Ἡ κυβέρνησις ἀπεφάσισε τήν ἀμνήστευσιν τῶν πολιτικῶν καταδίκων. <box>1019 276 1182 318</box>
rate-value: 251.00—252.00 <box>473 321 543 332</box>
article-body: Αἱ ἀγοραί τοῦ ἐλαίου ἐσημείωσαν σταθερότητα τῶν τιμῶν. <box>443 1871 625 1892</box>
headline: Η ΝΕΑ ΚΟΣΜΗΤΕΙΑ ΤΗΣ ΒΙΟΜΗΧΑΝΙΚΗΣ <box>461 1634 608 1662</box>
article-body: ΑΘΗΝΑΙ, 12.— Ἡ ΕΔΑ ὀργανώνει συγκέντρωσιν εἰς τόν Πειραιᾶ. <box>1019 1882 1182 1903</box>
article-body: Ἐπί τῆς ὁδοῦ Ἀντιγονιδῶν, συνεπείᾳ ἀπροσεξίας ὁδηγοῦ, ἐτραυματίσθη θανασίμως 4 ἐτῶν νήπιον. Κατ᾿ ἄλλην εἴδησιν, ἐπί τῆς ὁδοῦ Τατοΐου, ὁ ὁδηγός φορτηγοῦ αὐτοκινήτου ἔθραυσε τόν ἀριστερόν πόδα τοῦ Παναγιώτου Καρρᾶ, 18 ἐτῶν. Συνελήφθησαν οἱ ὁδηγοί. <box>8 154 258 206</box>
article-body: ΑΘΗΝΑΙ, 12.— Ὁ κ. Πιπινέλης ἀπήντησεν εἰς τάς δηλώσεις ὑφυπουργοῦ. <box>1019 451 1182 482</box>
rate-row <box>443 332 625 343</box>
article-body: Ἡ νομαρχία Θεσσαλονίκης ἐνέκρινε τά προγράμματα ἐκτελέσεως ἔργων δήμων καί κοινοτήτων τοῦ νομοῦ. <box>443 1294 625 1325</box>
headline: ΜΟΝΑΔΙΚΗ ΦΩΤΟΓΡΑΦΙΑ ΤΟΥ ΚΑΡΟΛΟΥ ΜΑΡΞ ΑΝΕΥΡΕΘΗ ΕΙΣ ΤΑ ΑΡΧΕΙΑ ΤΗΣ ΠΟΛΕΩΣ ΑΒΟΦ <box>644 1476 999 1508</box>
